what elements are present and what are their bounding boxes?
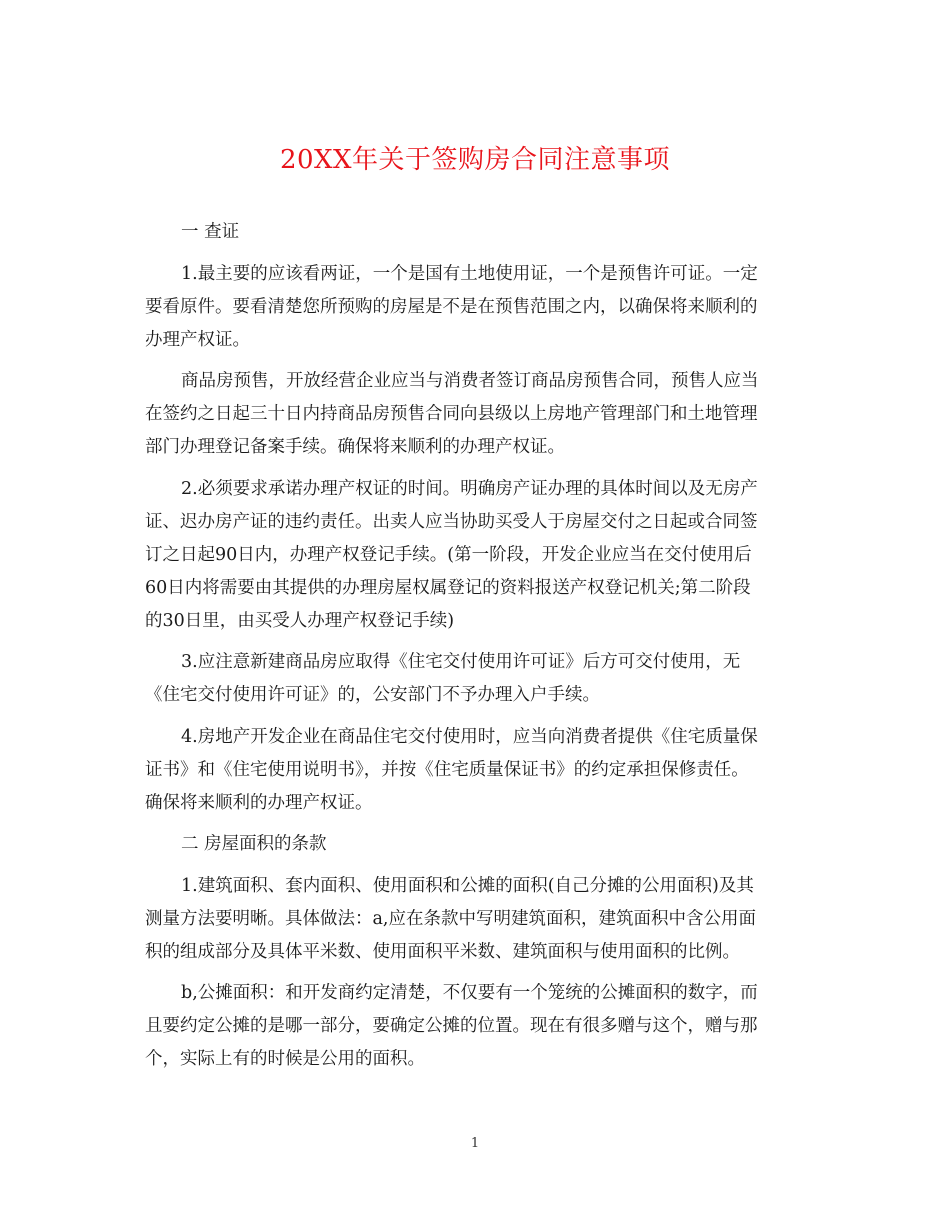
paragraph-line: 确保将来顺利的办理产权证。	[145, 792, 373, 813]
paragraph-line: 订之日起90日内，办理产权登记手续。(第一阶段，开发企业应当在交付使用后	[145, 544, 752, 565]
paragraph-line: 要看原件。要看清楚您所预购的房屋是不是在预售范围之内，以确保将来顺利的	[145, 296, 758, 317]
paragraph-line: 《住宅交付使用许可证》的，公安部门不予办理入户手续。	[145, 685, 600, 705]
paragraph	[145, 216, 805, 249]
paragraph-line: 4.房地产开发企业在商品住宅交付使用时，应当向消费者提供《住宅质量保	[181, 726, 758, 747]
paragraph-line: 证书》和《住宅使用说明书》，并按《住宅质量保证书》的约定承担保修责任。	[145, 759, 749, 780]
document-title: 20XX年关于签购房合同注意事项	[279, 145, 671, 175]
paragraph	[145, 828, 805, 861]
paragraph-line: 商品房预售，开放经营企业应当与消费者签订商品房预售合同，预售人应当	[181, 371, 759, 391]
paragraph-line: 部门办理登记备案手续。确保将来顺利的办理产权证。	[145, 437, 565, 457]
paragraph	[145, 258, 805, 357]
paragraph-line: 2.必须要求承诺办理产权证的时间。明确房产证办理的具体时间以及无房产	[181, 478, 758, 499]
paragraph-line: 1.最主要的应该看两证，一个是国有土地使用证，一个是预售许可证。一定	[181, 263, 758, 284]
paragraph	[145, 721, 805, 820]
paragraph-line: 办理产权证。	[145, 329, 250, 350]
paragraph-line: b,公摊面积：和开发商约定清楚，不仅要有一个笼统的公摊面积的数字，而	[181, 983, 758, 1003]
page-number: 1	[470, 1136, 480, 1151]
paragraph-line: 积的组成部分及具体平米数、使用面积平米数、建筑面积与使用面积的比例。	[145, 941, 740, 962]
paragraph-line: 一 查证	[181, 222, 240, 242]
paragraph-line: 的30日里，由买受人办理产权登记手续)	[145, 610, 455, 631]
document-body	[145, 216, 805, 1085]
paragraph	[145, 473, 805, 638]
paragraph	[145, 870, 805, 969]
paragraph-line: 且要约定公摊的是哪一部分，要确定公摊的位置。现在有很多赠与这个，赠与那	[145, 1016, 758, 1036]
paragraph-line: 证、迟办房产证的违约责任。出卖人应当协助买受人于房屋交付之日起或合同签	[145, 511, 758, 532]
paragraph-line: 60日内将需要由其提供的办理房屋权属登记的资料报送产权登记机关;第二阶段	[145, 577, 751, 598]
paragraph	[145, 646, 805, 712]
paragraph-line: 二 房屋面积的条款	[181, 834, 327, 854]
paragraph	[145, 977, 805, 1076]
paragraph-line: 3.应注意新建商品房应取得《住宅交付使用许可证》后方可交付使用，无	[181, 652, 741, 672]
paragraph-line: 在签约之日起三十日内持商品房预售合同向县级以上房地产管理部门和土地管理	[145, 404, 758, 424]
paragraph-line: 个，实际上有的时候是公用的面积。	[145, 1049, 425, 1069]
paragraph-line: 1.建筑面积、套内面积、使用面积和公摊的面积(自己分摊的公用面积)及其	[181, 875, 754, 896]
paragraph	[145, 365, 805, 464]
paragraph-line: 测量方法要明晰。具体做法：a,应在条款中写明建筑面积，建筑面积中含公用面	[145, 908, 756, 929]
